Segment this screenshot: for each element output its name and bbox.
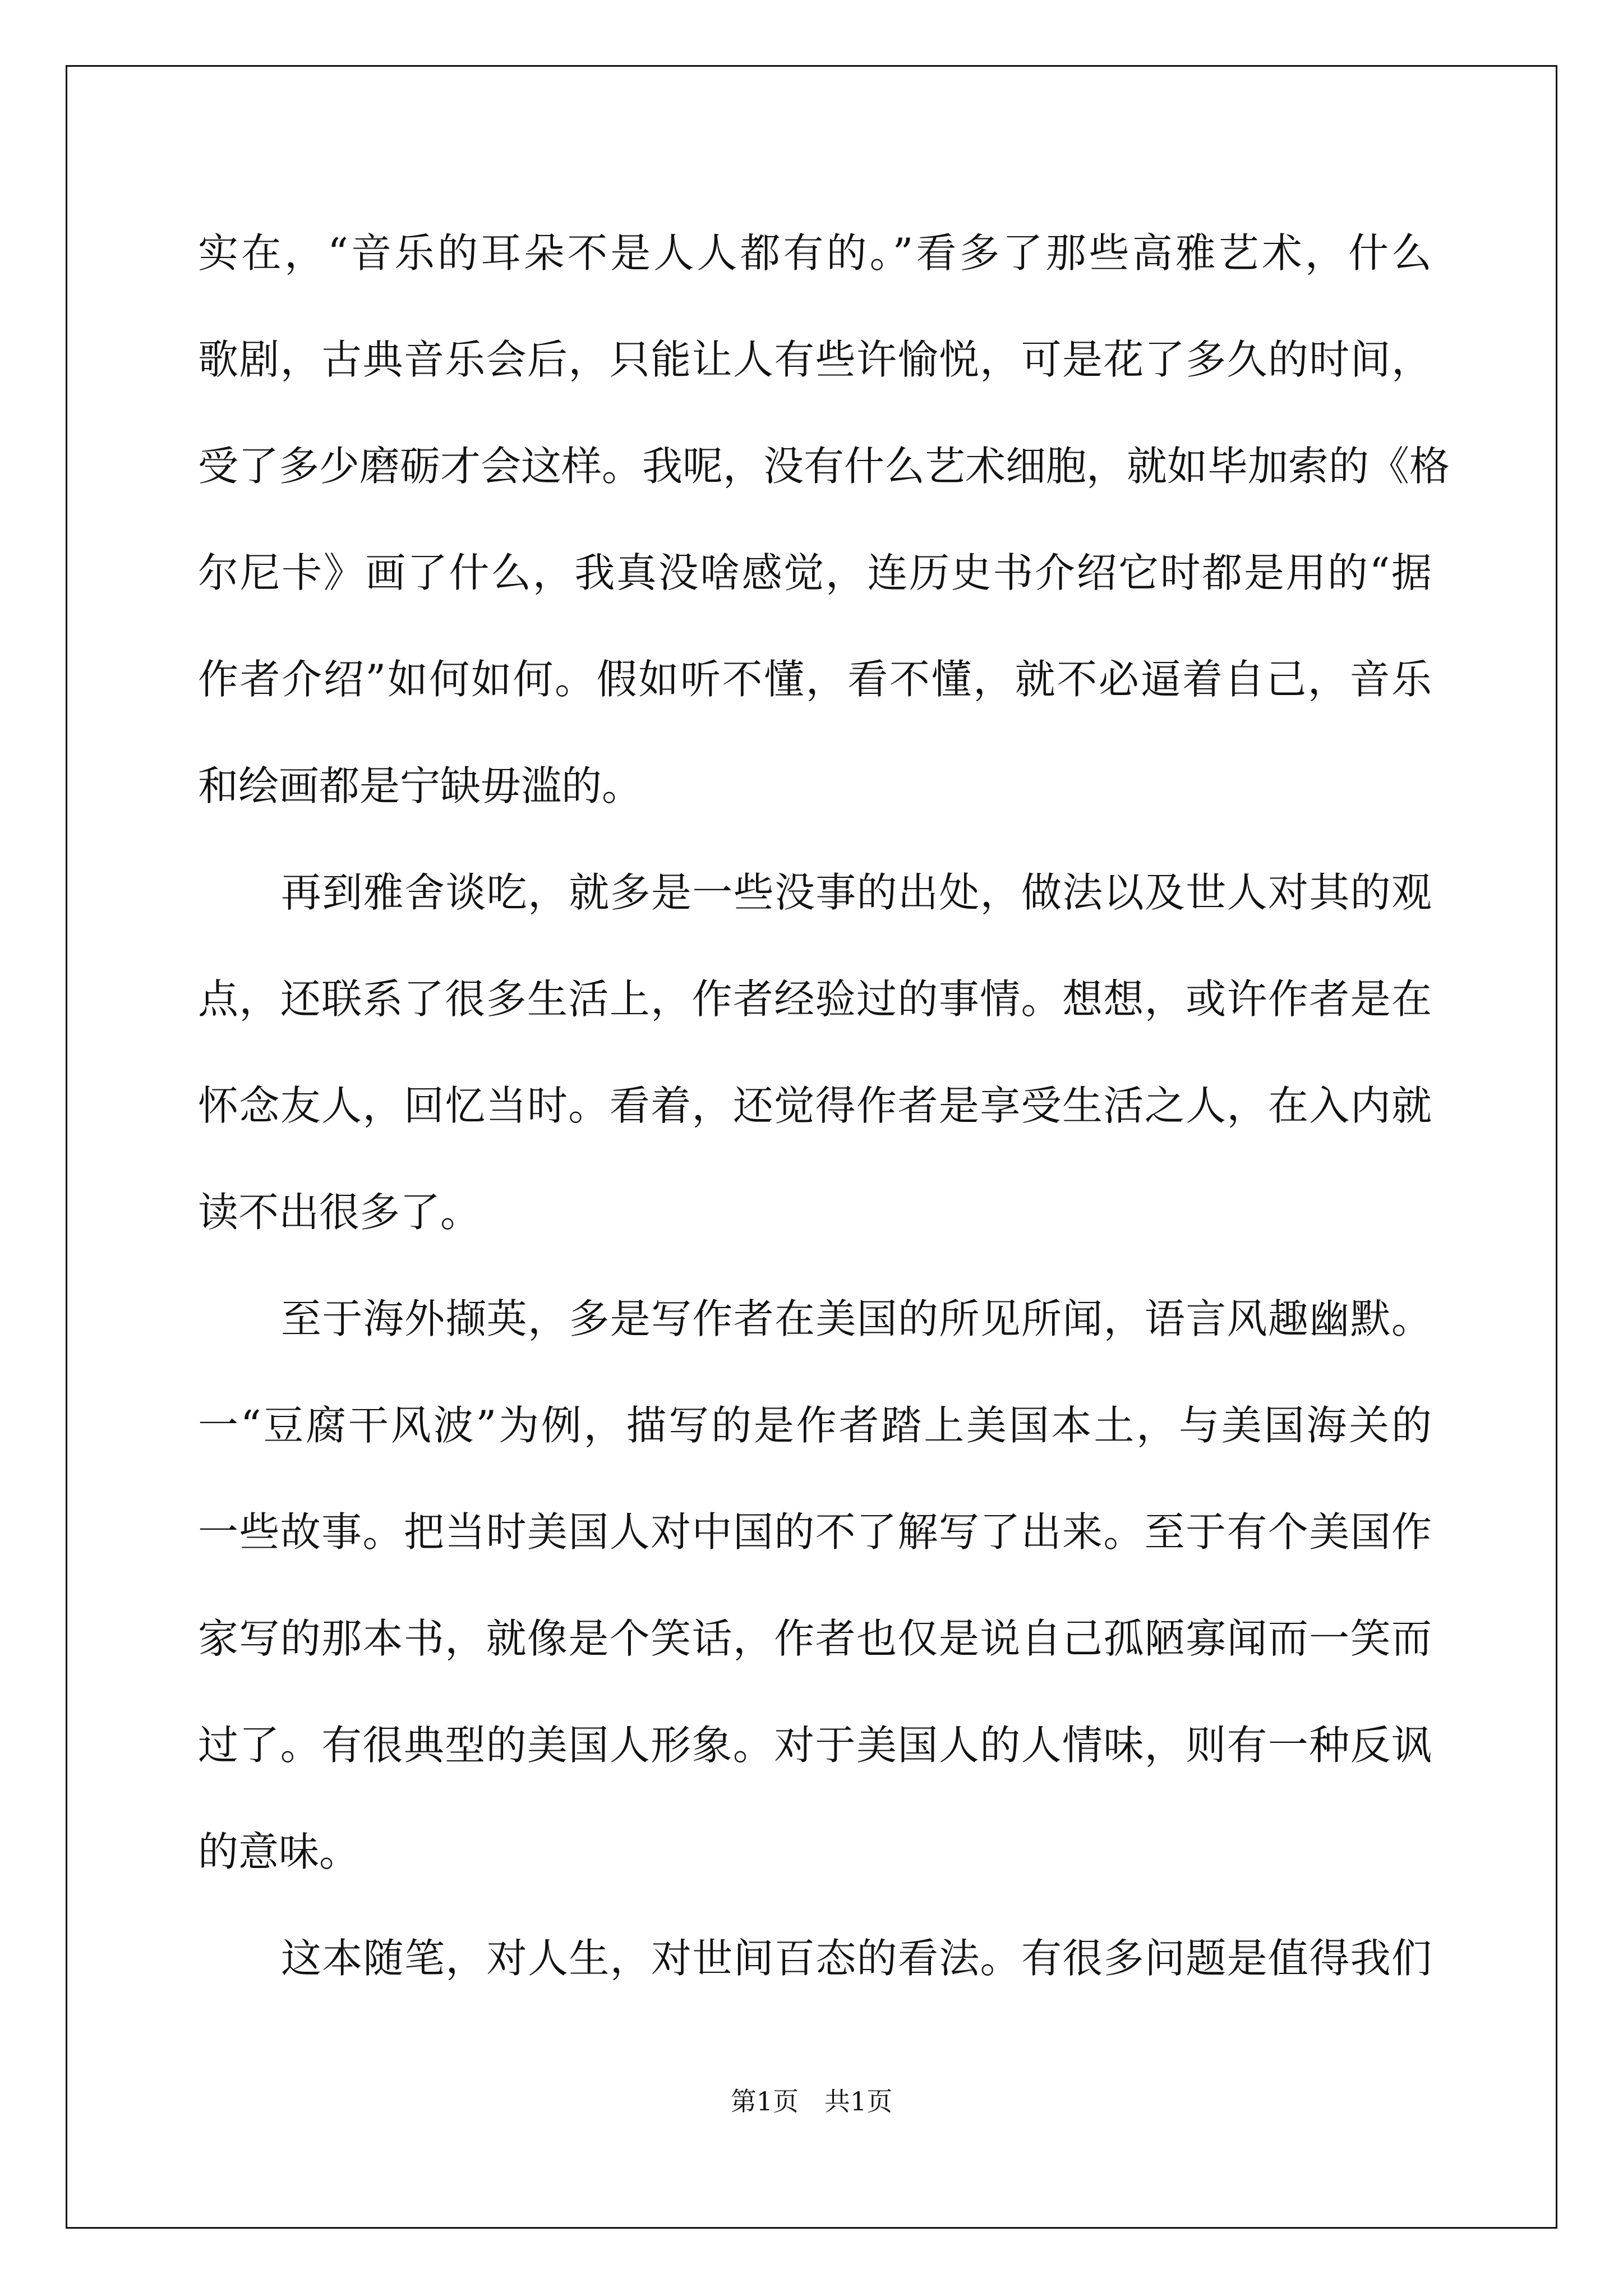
text-line: 一“豆腐干风波”为例，描写的是作者踏上美国本土，与美国海关的: [198, 1402, 1432, 1449]
text-line: 和绘画都是宁缺毋滥的。: [198, 762, 643, 809]
text-line: 点，还联系了很多生活上，作者经验过的事情。想想，或许作者是在: [198, 976, 1432, 1023]
text-line: 的意味。: [198, 1828, 360, 1875]
text-line: 读不出很多了。: [198, 1189, 481, 1236]
text-line: 尔尼卡》画了什么，我真没啥感觉，连历史书介绍它时都是用的“据: [198, 549, 1432, 596]
text-line: 这本随笔，对人生，对世间百态的看法。有很多问题是值得我们: [281, 1935, 1432, 1982]
page-footer: 第1页 共1页: [730, 2086, 893, 2116]
text-line: 作者介绍”如何如何。假如听不懂，看不懂，就不必逼着自己，音乐: [198, 656, 1432, 703]
text-line: 再到雅舍谈吃，就多是一些没事的出处，做法以及世人对其的观: [281, 869, 1432, 916]
text-line: 怀念友人，回忆当时。看着，还觉得作者是享受生活之人，在入内就: [198, 1082, 1432, 1129]
text-line: 至于海外撷英，多是写作者在美国的所见所闻，语言风趣幽默。: [281, 1295, 1432, 1342]
text-line: 实在，“音乐的耳朵不是人人都有的。”看多了那些高雅艺术，什么: [198, 229, 1432, 277]
text-line: 家写的那本书，就像是个笑话，作者也仅是说自己孤陋寡闻而一笑而: [198, 1615, 1432, 1662]
text-line: 过了。有很典型的美国人形象。对于美国人的人情味，则有一种反讽: [198, 1722, 1432, 1769]
text-line: 一些故事。把当时美国人对中国的不了解写了出来。至于有个美国作: [198, 1508, 1432, 1556]
text-line: 歌剧，古典音乐会后，只能让人有些许愉悦，可是花了多久的时间，: [198, 336, 1432, 383]
text-line: 受了多少磨砺才会这样。我呢，没有什么艺术细胞，就如毕加索的《格: [198, 443, 1450, 490]
